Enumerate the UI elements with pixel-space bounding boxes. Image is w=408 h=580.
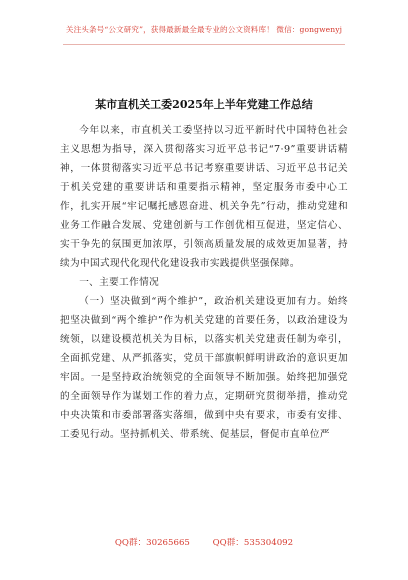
footer-qq-group-2: QQ群：535304092	[212, 538, 294, 548]
header-divider	[63, 44, 345, 45]
footer-qq-group-1: QQ群：30265665	[114, 538, 190, 548]
header-banner: 关注头条号“公文研究”，获得最新最全最专业的公文资料库！ 微信：gongwenyj	[65, 25, 343, 34]
intro-paragraph: 今年以来，市直机关工委坚持以习近平新时代中国特色社会主义思想为指导，深入贯彻落实习近平总书记“7·9”重要讲话精神，一体贯彻落实习近平总书记考察重要讲话、习近平总书记关于机关党建的重要讲话和重要指示精神，坚定服务市委中心工作，扎实开展“牢记嘱托感恩奋进、机关争先”行动，推动党建和业务工作融合发展、党建创新与工作创优相互促进，坚定信心、实干争先的氛围更加浓厚，引领高质量发展的成效更加显著，持续为中国式现代化现代化建设我市实践提供坚强保障。	[60, 125, 348, 269]
section-paragraph: （一）坚决做到“两个维护”，政治机关建设更加有力。始终把坚决做到“两个维护”作为机关党建的首要任务，以政治建设为统领，以建设模范机关为目标，以落实机关党建责任制为牵引，全面抓党建、从严抓落实，党员干部旗帜鲜明讲政治的意识更加牢固。一是坚持政治统领党的全面领导不断加强。始终把加强党的全面领导作为谋划工作的着力点，定期研究贯彻举措，推动党中央决策和市委部署落实落细，做到中央有要求，市委有安排、工委见行动。坚持抓机关、带系统、促基层，督促市直单位严	[60, 296, 348, 440]
section-heading: 一、主要工作情况	[79, 277, 160, 288]
document-body	[60, 121, 348, 444]
document-title: 某市直机关工委2025年上半年党建工作总结	[95, 98, 313, 111]
footer-contact	[0, 536, 408, 548]
